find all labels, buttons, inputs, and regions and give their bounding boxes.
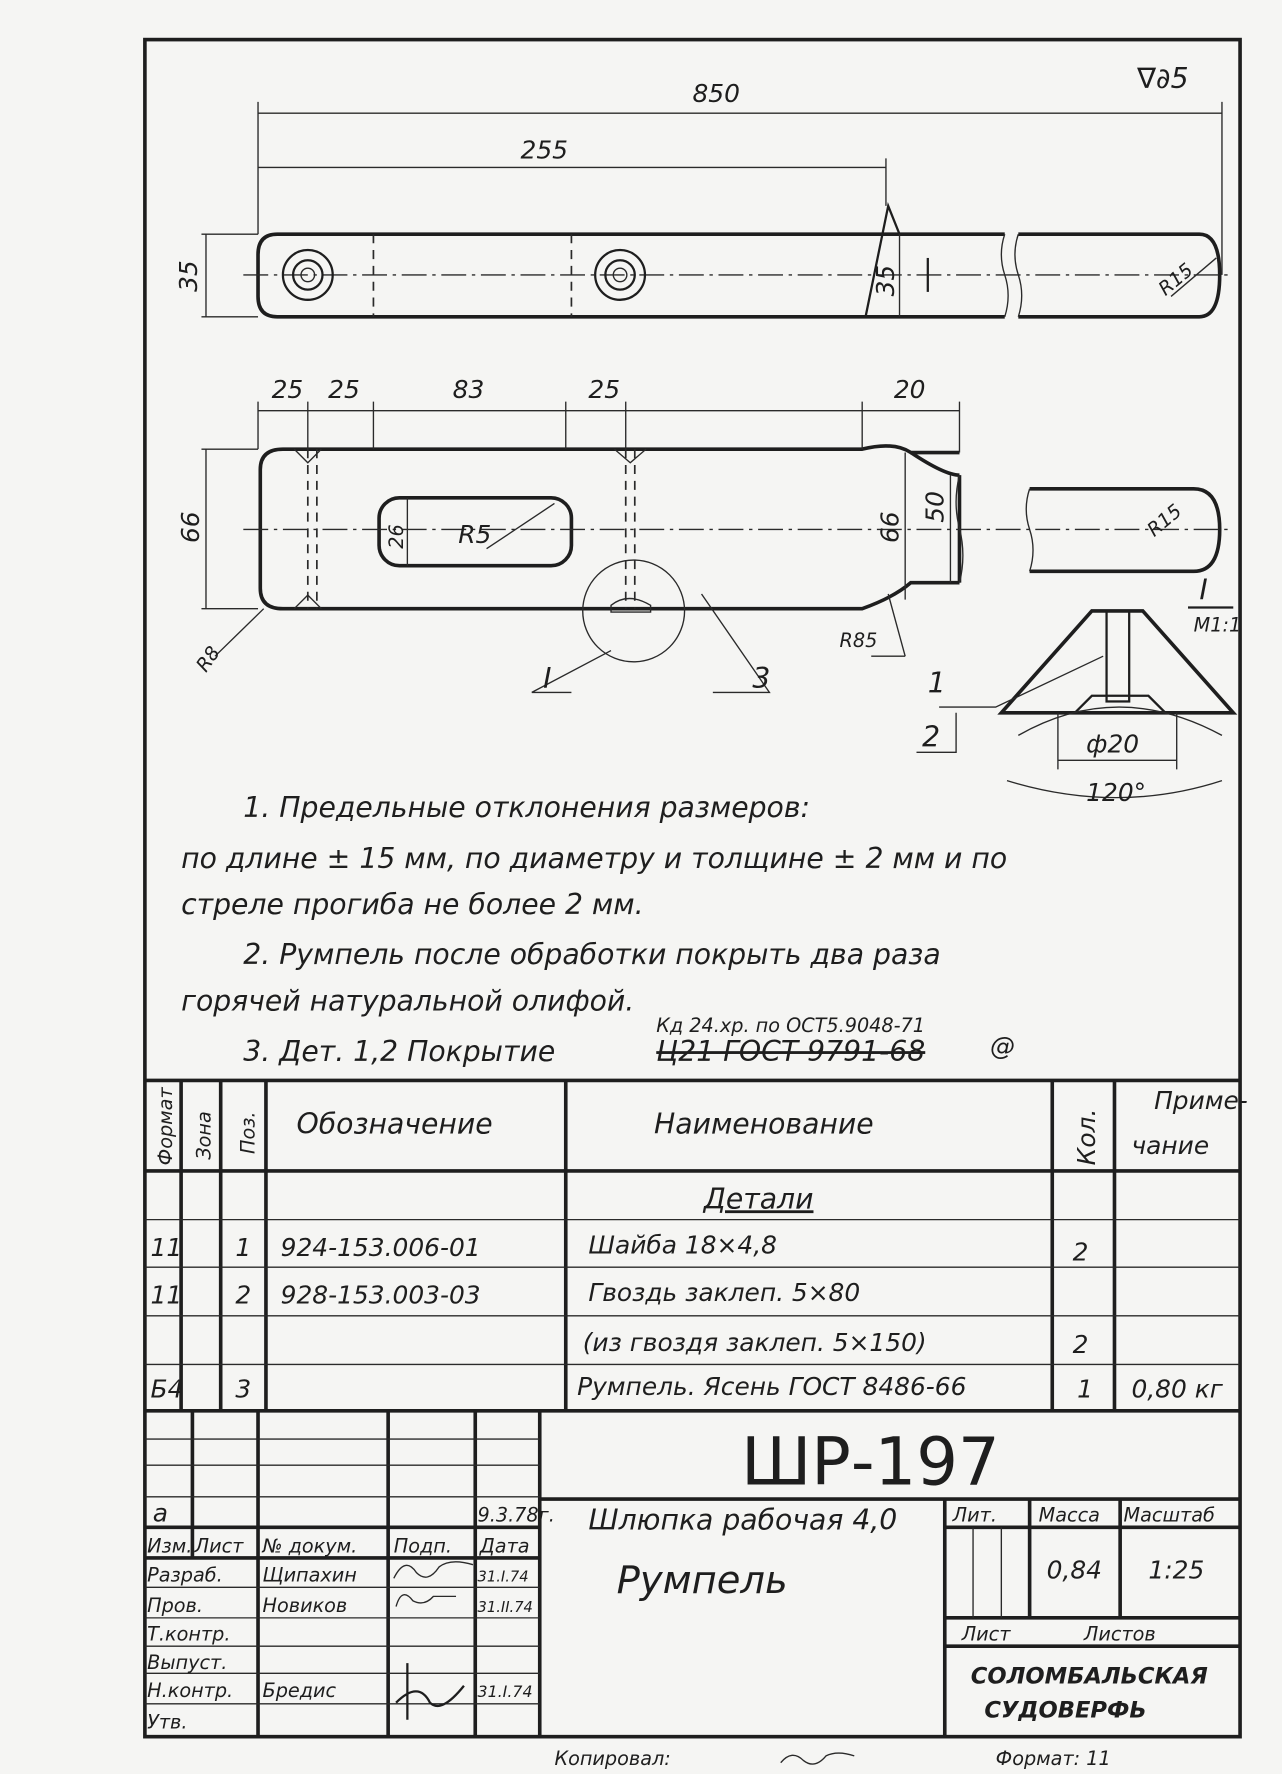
section-label: I — [1199, 573, 1208, 607]
dim-66: 66 — [176, 511, 206, 544]
dim-50: 50 — [920, 491, 950, 523]
scale-value: 1:25 — [1148, 1555, 1205, 1585]
section-detail-I — [916, 574, 1241, 807]
revision-date: 9.3.78г. — [477, 1503, 555, 1527]
dim-diameter: ф20 — [1086, 729, 1140, 759]
mass-label: Масса — [1038, 1503, 1100, 1527]
dim-20: 20 — [893, 375, 926, 405]
revision-letter: а — [152, 1498, 169, 1528]
leader-pos-1: 1 — [927, 666, 946, 700]
role-norm-control: Н.контр. — [147, 1679, 234, 1703]
checker-date: 31.II.74 — [477, 1599, 533, 1617]
cell-format: Б4 — [150, 1374, 184, 1404]
signature-developer — [394, 1562, 473, 1578]
dim-r15-side: R15 — [1142, 499, 1187, 542]
document-number: ШР-197 — [741, 1424, 1000, 1501]
scale-label: Масштаб — [1123, 1503, 1215, 1527]
dim-255: 255 — [520, 135, 568, 165]
leader-3: 3 — [752, 661, 771, 695]
dim-850: 850 — [692, 78, 740, 108]
cell-qty: 2 — [1072, 1330, 1089, 1360]
cell-qty: 2 — [1072, 1237, 1089, 1267]
note-mark: @ — [990, 1031, 1015, 1061]
table-row — [151, 1278, 861, 1309]
note-correction: Кд 24.хр. по ОСТ5.9048-71 — [656, 1013, 926, 1037]
header-signature: Подп. — [393, 1534, 452, 1558]
col-note: Приме- — [1154, 1085, 1248, 1115]
detail-circle-I — [583, 560, 685, 662]
note-line: стреле прогиба не более 2 мм. — [181, 888, 644, 922]
specification-table — [145, 1080, 1248, 1410]
signature-checker — [396, 1595, 456, 1607]
sheets-label: Листов — [1083, 1622, 1156, 1646]
top-view — [174, 79, 1233, 317]
dim-25-b: 25 — [328, 375, 360, 405]
company-line-1: СОЛОМБАЛЬСКАЯ — [970, 1663, 1208, 1690]
cell-pos: 2 — [235, 1280, 252, 1310]
dim-r8: R8 — [191, 641, 225, 677]
roughness-mark: ∇∂5 — [1137, 62, 1189, 96]
header-doc-no: № докум. — [262, 1534, 358, 1558]
note-line: горячей натуральной олифой. — [181, 984, 635, 1018]
developer-date: 31.I.74 — [477, 1568, 529, 1586]
leader-pos-2: 2 — [922, 720, 941, 754]
copied-by-label: Копировал: — [554, 1746, 671, 1770]
dim-25-a: 25 — [271, 375, 304, 405]
developer-name: Щипахин — [262, 1563, 357, 1587]
side-view — [176, 375, 1233, 695]
col-designation: Обозначение — [296, 1107, 493, 1141]
col-note: чание — [1131, 1131, 1210, 1161]
table-row — [583, 1328, 1089, 1359]
dim-83: 83 — [452, 375, 485, 405]
role-release: Выпуст. — [147, 1650, 228, 1674]
cell-pos: 1 — [235, 1232, 252, 1262]
dim-26: 26 — [384, 524, 408, 549]
cell-note: 0,80 кг — [1131, 1374, 1223, 1404]
col-zone: Зона — [192, 1111, 216, 1160]
col-name: Наименование — [654, 1107, 874, 1141]
role-approve: Утв. — [147, 1710, 188, 1734]
cell-designation: 928-153.003-03 — [280, 1280, 481, 1310]
cell-designation: 924-153.006-01 — [280, 1232, 481, 1262]
dim-25-c: 25 — [588, 375, 621, 405]
col-format: Формат — [154, 1087, 178, 1166]
cell-qty: 1 — [1077, 1374, 1093, 1404]
dim-r15-top: R15 — [1153, 258, 1198, 301]
table-row — [151, 1231, 1089, 1267]
cell-name: Румпель. Ясень ГОСТ 8486-66 — [577, 1371, 967, 1401]
col-pos: Поз. — [236, 1111, 260, 1155]
col-qty: Кол. — [1072, 1108, 1102, 1166]
norm-control-name: Бредис — [262, 1679, 337, 1703]
dim-r85: R85 — [839, 629, 878, 653]
table-row — [151, 1372, 1224, 1403]
role-checker: Пров. — [147, 1594, 204, 1618]
cell-name: Шайба 18×4,8 — [588, 1230, 777, 1260]
part-name: Румпель — [616, 1557, 788, 1603]
leader-I: I — [543, 661, 552, 695]
technical-notes — [181, 791, 1015, 1068]
dim-35-taper: 35 — [870, 264, 900, 297]
note-line: по длине ± 15 мм, по диаметру и толщине ± 2 мм и по — [181, 841, 1008, 875]
role-developer: Разраб. — [147, 1563, 223, 1587]
header-sheet: Лист — [194, 1534, 244, 1558]
dim-angle: 120° — [1086, 778, 1147, 808]
product-name: Шлюпка рабочая 4,0 — [588, 1503, 898, 1537]
signature-norm-control — [396, 1663, 464, 1720]
dim-35: 35 — [173, 260, 203, 292]
note-struck-text: Ц21 ГОСТ 9791-68 — [656, 1035, 926, 1069]
dim-r5: R5 — [458, 520, 492, 550]
cell-pos: 3 — [235, 1374, 252, 1404]
cell-name: (из гвоздя заклеп. 5×150) — [582, 1327, 927, 1357]
copied-by-signature — [781, 1753, 855, 1764]
cell-format: 11 — [150, 1280, 183, 1310]
note-line: 3. Дет. 1,2 Покрытие — [243, 1035, 556, 1069]
lit-label: Лит. — [952, 1503, 997, 1527]
norm-control-date: 31.I.74 — [477, 1682, 533, 1702]
mass-value: 0,84 — [1046, 1555, 1102, 1585]
format-label: Формат: 11 — [995, 1746, 1111, 1770]
sheet-label: Лист — [961, 1622, 1011, 1646]
company-line-2: СУДОВЕРФЬ — [984, 1697, 1147, 1724]
cell-name: Гвоздь заклеп. 5×80 — [588, 1278, 861, 1308]
title-block — [145, 1411, 1240, 1737]
header-date: Дата — [479, 1534, 530, 1558]
cell-format: 11 — [150, 1232, 183, 1262]
section-title: Детали — [703, 1182, 814, 1216]
dim-66-taper: 66 — [875, 511, 905, 544]
note-line: 1. Предельные отклонения размеров: — [243, 790, 811, 824]
checker-name: Новиков — [262, 1594, 348, 1618]
role-tech-control: Т.контр. — [147, 1622, 231, 1646]
section-scale: M1:1 — [1193, 613, 1242, 637]
header-change: Изм. — [147, 1534, 193, 1558]
note-line: 2. Румпель после обработки покрыть два раза — [243, 937, 941, 971]
